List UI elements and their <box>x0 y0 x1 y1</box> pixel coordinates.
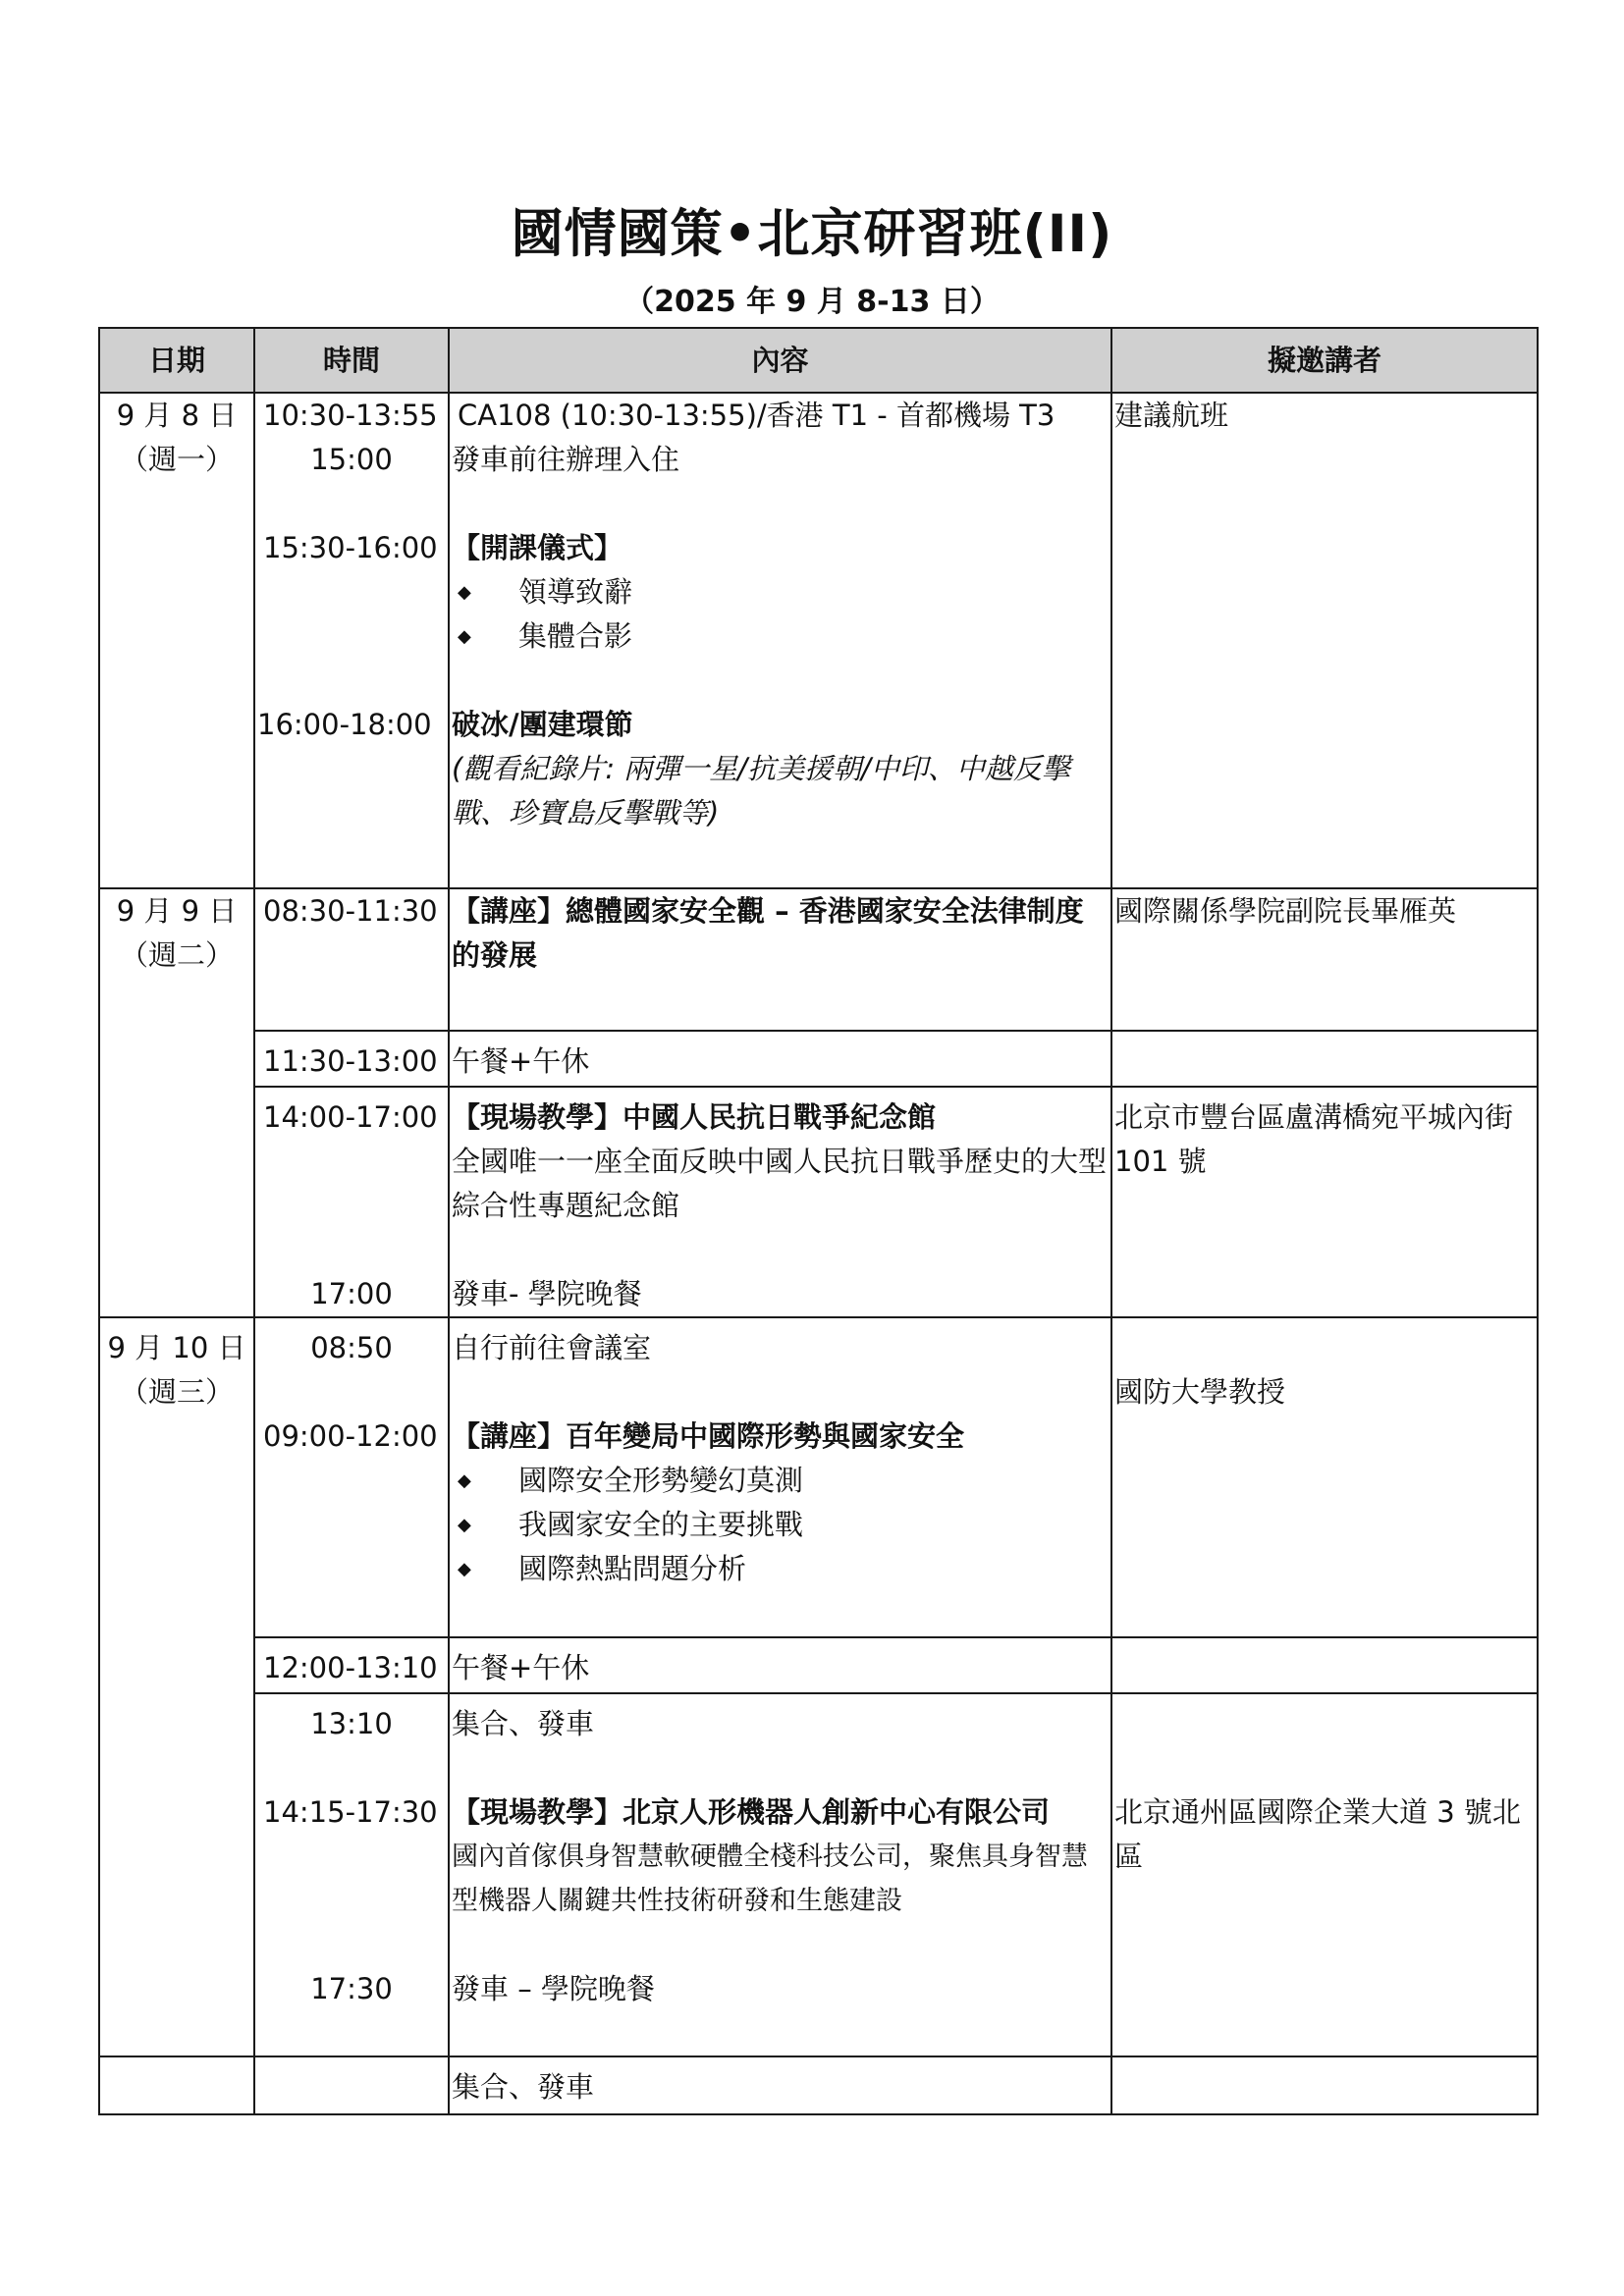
content-line: 集合、發車 <box>452 2070 595 2104</box>
time-label: 17:00 <box>310 1277 393 1310</box>
content-cell <box>449 1087 1111 1317</box>
speaker-cell <box>1111 1087 1538 1317</box>
speaker-label: 國際關係學院副院長畢雁英 <box>1114 894 1457 928</box>
speaker-cell <box>1111 888 1538 1031</box>
diamond-bullet-icon: ◆ <box>458 1559 471 1579</box>
time-label: 15:30-16:00 <box>263 531 438 564</box>
table-header-row <box>99 328 1538 393</box>
header-time: 時間 <box>254 328 449 393</box>
table-row <box>99 888 1538 1031</box>
content-line: CA108 (10:30-13:55)/香港 T1 - 首都機場 T3 <box>458 399 1056 432</box>
table-row <box>99 1317 1538 1637</box>
table-row <box>99 2056 1538 2114</box>
header-speaker: 擬邀講者 <box>1111 328 1538 393</box>
time-cell <box>254 1693 449 2056</box>
time-cell <box>254 2056 449 2114</box>
weekday-label: （週二） <box>119 938 234 972</box>
speaker-cell <box>1111 1031 1538 1087</box>
diamond-bullet-icon: ◆ <box>458 582 471 603</box>
speaker-label: 北京市豐台區盧溝橋宛平城內街 101 號 <box>1114 1100 1514 1178</box>
speaker-cell <box>1111 1317 1538 1637</box>
table-row <box>99 1637 1538 1693</box>
content-heading: 【現場教學】北京人形機器人創新中心有限公司 <box>452 1795 1051 1829</box>
content-line: 午餐+午休 <box>452 1044 590 1078</box>
diamond-bullet-icon: ◆ <box>458 626 471 647</box>
content-line: 國內首傢俱身智慧軟硬體全棧科技公司，聚焦具身智慧型機器人關鍵共性技術研發和生態建設 <box>452 1842 1088 1916</box>
bullet-item: ◆ 我國家安全的主要挑戰 <box>452 1503 1109 1547</box>
content-heading: 【講座】百年變局中國際形勢與國家安全 <box>452 1419 965 1453</box>
speaker-cell <box>1111 1637 1538 1693</box>
content-heading: 【講座】總體國家安全觀 – 香港國家安全法律制度的發展 <box>452 894 1084 972</box>
date-label: 9 月 9 日 <box>116 894 238 928</box>
time-cell <box>254 888 449 1031</box>
content-cell <box>449 1031 1111 1087</box>
time-cell <box>254 1637 449 1693</box>
time-label: 09:00-12:00 <box>263 1419 438 1453</box>
speaker-label: 北京通州區國際企業大道 3 號北區 <box>1114 1795 1521 1873</box>
speaker-label: 國防大學教授 <box>1114 1375 1286 1409</box>
time-label: 10:30-13:55 <box>263 399 438 432</box>
time-label: 16:00-18:00 <box>257 708 432 741</box>
time-label: 15:00 <box>310 443 393 476</box>
diamond-bullet-icon: ◆ <box>458 1470 471 1491</box>
table-row <box>99 393 1538 888</box>
time-label: 11:30-13:00 <box>263 1044 438 1078</box>
weekday-label: （週三） <box>119 1375 234 1409</box>
table-row <box>99 1031 1538 1087</box>
content-heading: 【開課儀式】 <box>452 531 623 564</box>
time-cell <box>254 1087 449 1317</box>
content-line: 集合、發車 <box>452 1707 595 1740</box>
bullet-item: ◆ 國際熱點問題分析 <box>452 1547 1109 1591</box>
table-row <box>99 1087 1538 1317</box>
content-heading: 【現場教學】中國人民抗日戰爭紀念館 <box>452 1100 937 1134</box>
date-label: 9 月 10 日 <box>107 1331 246 1364</box>
header-date: 日期 <box>99 328 254 393</box>
content-note: (觀看紀錄片: 兩彈一星/抗美援朝/中印、中越反擊戰、珍寶島反擊戰等) <box>452 752 1070 829</box>
speaker-cell <box>1111 2056 1538 2114</box>
content-line: 發車前往辦理入住 <box>452 443 680 476</box>
content-heading: 破冰/團建環節 <box>452 708 633 741</box>
date-cell <box>99 888 254 1317</box>
time-cell <box>254 393 449 888</box>
content-cell <box>449 888 1111 1031</box>
content-line: 發車 – 學院晚餐 <box>452 1972 655 2005</box>
schedule-table <box>98 327 1539 2115</box>
date-cell <box>99 1317 254 2056</box>
header-content: 內容 <box>449 328 1111 393</box>
speaker-cell <box>1111 1693 1538 2056</box>
table-row <box>99 1693 1538 2056</box>
time-label: 12:00-13:10 <box>263 1651 438 1684</box>
content-line: 自行前往會議室 <box>452 1331 652 1364</box>
diamond-bullet-icon: ◆ <box>458 1515 471 1535</box>
content-cell <box>449 1693 1111 2056</box>
time-label: 08:30-11:30 <box>263 894 438 928</box>
time-cell <box>254 1317 449 1637</box>
page-title: 國情國策•北京研習班(II) <box>511 204 1113 264</box>
bullet-item: ◆ 領導致辭 <box>452 570 1109 614</box>
bullet-item: ◆ 集體合影 <box>452 614 1109 659</box>
content-line: 發車- 學院晚餐 <box>452 1277 642 1310</box>
content-cell <box>449 393 1111 888</box>
content-cell <box>449 1637 1111 1693</box>
page-subtitle: （2025 年 9 月 8-13 日） <box>624 285 1000 319</box>
content-cell <box>449 2056 1111 2114</box>
speaker-cell <box>1111 393 1538 888</box>
speaker-label: 建議航班 <box>1114 399 1229 432</box>
date-cell <box>99 2056 254 2114</box>
time-label: 14:00-17:00 <box>263 1100 438 1134</box>
time-label: 17:30 <box>310 1972 393 2005</box>
time-label: 13:10 <box>310 1707 393 1740</box>
content-line: 午餐+午休 <box>452 1651 590 1684</box>
content-line: 全國唯一一座全面反映中國人民抗日戰爭歷史的大型綜合性專題紀念館 <box>452 1145 1108 1222</box>
content-cell <box>449 1317 1111 1637</box>
time-cell <box>254 1031 449 1087</box>
bullet-item: ◆ 國際安全形勢變幻莫測 <box>452 1459 1109 1503</box>
date-cell <box>99 393 254 888</box>
weekday-label: （週一） <box>119 443 234 476</box>
time-label: 08:50 <box>310 1331 393 1364</box>
date-label: 9 月 8 日 <box>116 399 238 432</box>
time-label: 14:15-17:30 <box>263 1795 438 1829</box>
